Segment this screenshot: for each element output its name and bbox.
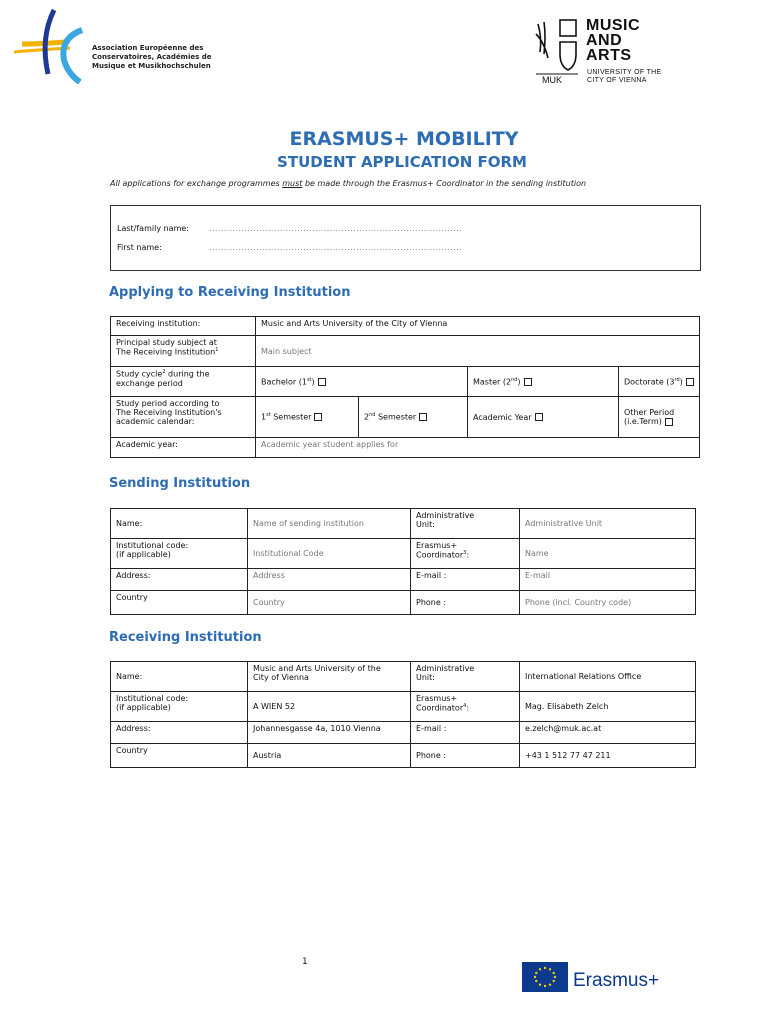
receiving-country-label: Country <box>111 744 248 768</box>
receiving-name-label: Name: <box>111 662 248 692</box>
page-number: 1 <box>302 957 308 967</box>
sending-code-label: Institutional code: (if applicable) <box>111 539 248 569</box>
eu-stars-icon <box>522 962 568 992</box>
receiving-name-value: Music and Arts University of the City of Vienna <box>248 662 411 692</box>
checkbox-icon[interactable] <box>314 413 322 421</box>
receiving-label: Receiving institution: <box>111 317 256 336</box>
table-row <box>111 367 700 397</box>
erasmus-logo-text: Erasmus+ <box>573 970 660 991</box>
receiving-address-value: Johannesgasse 4a, 1010 Vienna <box>248 722 411 744</box>
checkbox-icon[interactable] <box>665 418 673 426</box>
page-subtitle: STUDENT APPLICATION FORM <box>277 153 527 171</box>
checkbox-icon[interactable] <box>419 413 427 421</box>
sending-phone-field[interactable]: Phone (incl. Country code) <box>520 591 696 615</box>
receiving-coordinator-value: Mag. Elisabeth Zelch <box>520 692 696 722</box>
sending-address-label: Address: <box>111 569 248 591</box>
receiving-email-value[interactable]: e.zelch@muk.ac.at <box>520 722 696 744</box>
sending-table <box>110 508 696 615</box>
table-row <box>111 569 696 591</box>
receiving-value: Music and Arts University of the City of Vienna <box>256 317 700 336</box>
applying-table <box>110 316 700 458</box>
sending-admin-field[interactable]: Administrative Unit <box>520 509 696 539</box>
muk-subtitle: UNIVERSITY OF THE CITY OF VIENNA <box>587 69 662 84</box>
checkbox-icon[interactable] <box>524 378 532 386</box>
table-row <box>111 336 700 367</box>
receiving-code-label: Institutional code: (if applicable) <box>111 692 248 722</box>
aec-name: Association Européenne des Conservatoires, Académies de Musique et Musikhochschulen <box>92 44 212 70</box>
table-row <box>111 662 696 692</box>
sending-name-field[interactable]: Name of sending institution <box>248 509 411 539</box>
instruction-note: All applications for exchange programmes must be made through the Erasmus+ Coordinator in the sending institution <box>110 179 587 188</box>
bachelor-option[interactable]: Bachelor (1st) <box>256 367 468 397</box>
sending-name-label: Name: <box>111 509 248 539</box>
checkbox-icon[interactable] <box>686 378 694 386</box>
eu-flag-icon <box>522 962 568 992</box>
table-row <box>111 744 696 768</box>
first-name-label: First name: <box>117 243 162 252</box>
receiving-phone-label: Phone : <box>411 744 520 768</box>
sending-phone-label: Phone : <box>411 591 520 615</box>
muk-abbreviation: MUK <box>542 75 562 85</box>
receiving-coordinator-label: Erasmus+ Coordinator$^4$: <box>411 692 520 722</box>
receiving-admin-label: Administrative Unit: <box>411 662 520 692</box>
table-row <box>111 722 696 744</box>
master-option[interactable]: Master (2nd) <box>468 367 619 397</box>
other-period-option[interactable]: Other Period (i.e.Term) <box>619 397 700 438</box>
table-row <box>111 591 696 615</box>
table-row <box>111 509 696 539</box>
sending-address-field[interactable]: Address <box>248 569 411 591</box>
aec-logo-icon <box>10 8 90 84</box>
doctorate-option[interactable]: Doctorate (3rd) <box>619 367 700 397</box>
receiving-address-label: Address: <box>111 722 248 744</box>
cycle-label: Study cycle$^2$ during the exchange period <box>111 367 256 397</box>
table-row <box>111 438 700 458</box>
receiving-admin-value: International Relations Office <box>520 662 696 692</box>
receiving-code-value: A WIEN 52 <box>248 692 411 722</box>
academic-year-option[interactable]: Academic Year <box>468 397 619 438</box>
table-row <box>111 317 700 336</box>
section-heading-sending: Sending Institution <box>109 476 251 491</box>
sending-email-label: E-mail : <box>411 569 520 591</box>
table-row <box>111 539 696 569</box>
sending-code-field[interactable]: Institutional Code <box>248 539 411 569</box>
receiving-table <box>110 661 696 768</box>
first-name-field[interactable]: ...................................................................................... <box>209 243 463 252</box>
receiving-country-value: Austria <box>248 744 411 768</box>
sending-coordinator-label: Erasmus+ Coordinator$^3$: <box>411 539 520 569</box>
checkbox-icon[interactable] <box>535 413 543 421</box>
sending-admin-label: Administrative Unit: <box>411 509 520 539</box>
table-row <box>111 692 696 722</box>
subject-label: Principal study subject at The Receiving Institution$^1$ <box>111 336 256 367</box>
academic-year-field[interactable]: Academic year student applies for <box>256 438 700 458</box>
last-name-field[interactable]: ...................................................................................... <box>209 224 463 233</box>
sending-country-label: Country <box>111 591 248 615</box>
receiving-phone-value: +43 1 512 77 47 211 <box>520 744 696 768</box>
muk-name: MUSIC AND ARTS <box>586 17 641 64</box>
name-box <box>110 205 701 271</box>
last-name-label: Last/family name: <box>117 224 189 233</box>
sending-coordinator-field[interactable]: Name <box>520 539 696 569</box>
receiving-email-label: E-mail : <box>411 722 520 744</box>
sending-country-field[interactable]: Country <box>248 591 411 615</box>
second-semester-option[interactable]: 2nd Semester <box>359 397 468 438</box>
table-row <box>111 397 700 438</box>
period-label: Study period according to The Receiving Institution's academic calendar: <box>111 397 256 438</box>
first-semester-option[interactable]: 1st Semester <box>256 397 359 438</box>
sending-email-field[interactable]: E-mail <box>520 569 696 591</box>
page-title: ERASMUS+ MOBILITY <box>289 128 519 150</box>
academic-year-label: Academic year: <box>111 438 256 458</box>
section-heading-applying: Applying to Receiving Institution <box>109 285 351 300</box>
checkbox-icon[interactable] <box>318 378 326 386</box>
subject-field[interactable]: Main subject <box>256 336 700 367</box>
section-heading-receiving: Receiving Institution <box>109 630 262 645</box>
